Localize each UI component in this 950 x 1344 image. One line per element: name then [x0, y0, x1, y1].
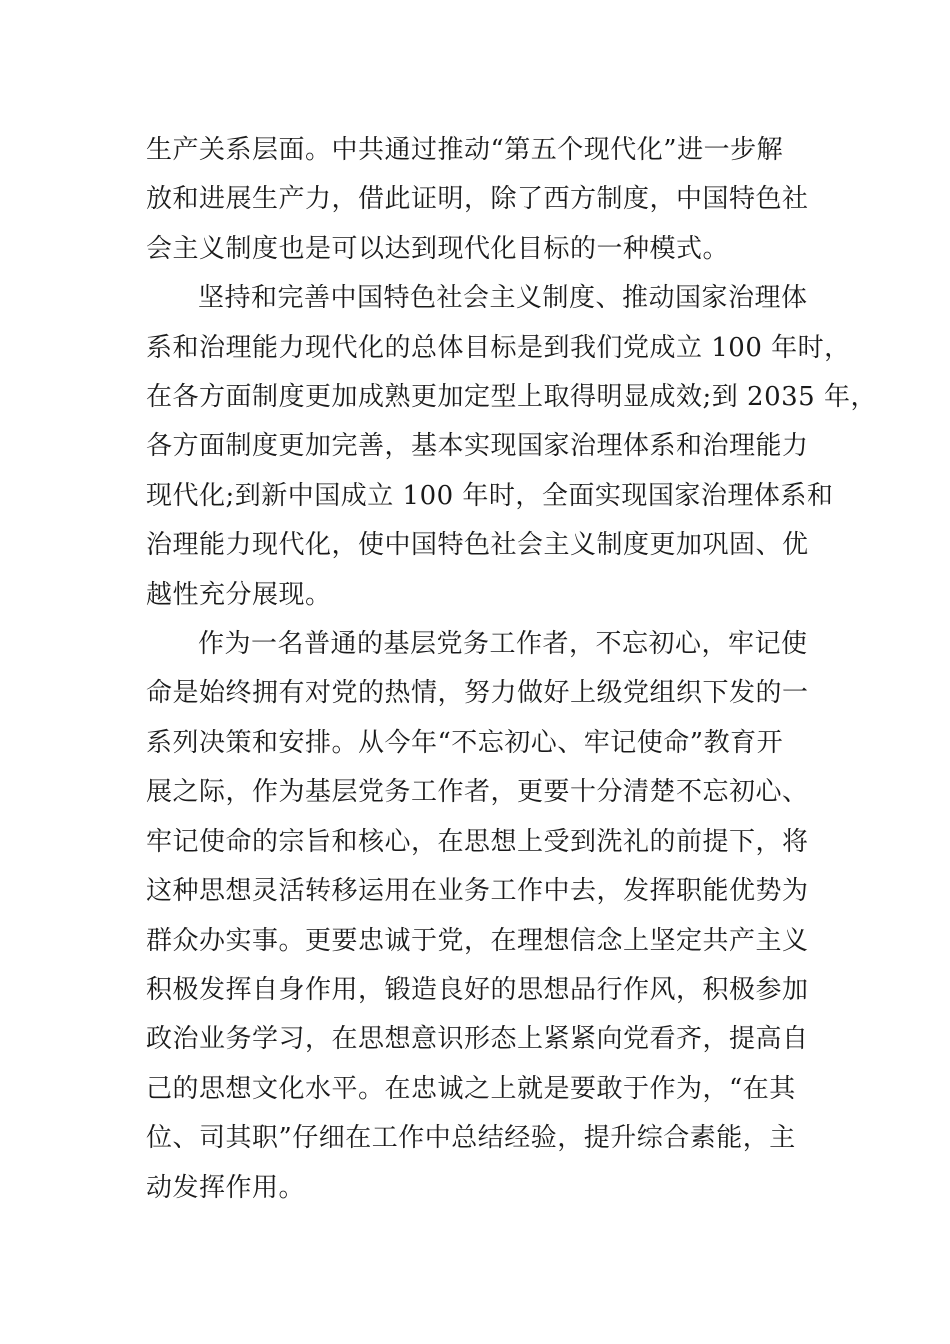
paragraph-line: 政治业务学习，在思想意识形态上紧紧向党看齐，提高自	[146, 1024, 809, 1055]
paragraph-1	[146, 126, 808, 274]
paragraph-line: 命是始终拥有对党的热情，努力做好上级党组织下发的一	[146, 678, 809, 709]
body-text	[146, 126, 877, 1213]
paragraph-line: 会主义制度也是可以达到现代化目标的一种模式。	[146, 233, 730, 264]
paragraph-line: 展之际，作为基层党务工作者，更要十分清楚不忘初心、	[146, 777, 809, 808]
paragraph-line: 治理能力现代化，使中国特色社会主义制度更加巩固、优	[146, 530, 809, 561]
paragraph-line: 各方面制度更加完善，基本实现国家治理体系和治理能力	[146, 431, 809, 462]
paragraph-line: 在各方面制度更加成熟更加定型上取得明显成效;到 2035 年，	[146, 382, 877, 413]
paragraph-line: 群众办实事。更要忠诚于党，在理想信念上坚定共产主义	[146, 925, 809, 956]
paragraph-line: 现代化;到新中国成立 100 年时，全面实现国家治理体系和	[146, 480, 834, 511]
paragraph-line: 作为一名普通的基层党务工作者，不忘初心，牢记使	[198, 629, 808, 660]
paragraph-line: 牢记使命的宗旨和核心，在思想上受到洗礼的前提下，将	[146, 826, 809, 857]
paragraph-line: 放和进展生产力，借此证明，除了西方制度，中国特色社	[146, 184, 809, 215]
paragraph-line: 动发挥作用。	[146, 1172, 306, 1203]
paragraph-line: 坚持和完善中国特色社会主义制度、推动国家治理体	[198, 283, 808, 314]
paragraph-line: 己的思想文化水平。在忠诚之上就是要敢于作为，“在其	[146, 1073, 796, 1104]
paragraph-2	[146, 274, 877, 620]
paragraph-line: 积极发挥自身作用，锻造良好的思想品行作风，积极参加	[146, 974, 809, 1005]
paragraph-line: 越性充分展现。	[146, 579, 332, 610]
paragraph-line: 系列决策和安排。从今年“不忘初心、牢记使命”教育开	[146, 727, 784, 758]
paragraph-line: 生产关系层面。中共通过推动“第五个现代化”进一步解	[146, 135, 784, 165]
paragraph-line: 这种思想灵活转移运用在业务工作中去，发挥职能优势为	[146, 876, 809, 907]
paragraph-line: 位、司其职”仔细在工作中总结经验，提升综合素能，主	[146, 1123, 796, 1154]
paragraph-3	[146, 620, 808, 1213]
paragraph-line: 系和治理能力现代化的总体目标是到我们党成立 100 年时，	[146, 332, 851, 363]
